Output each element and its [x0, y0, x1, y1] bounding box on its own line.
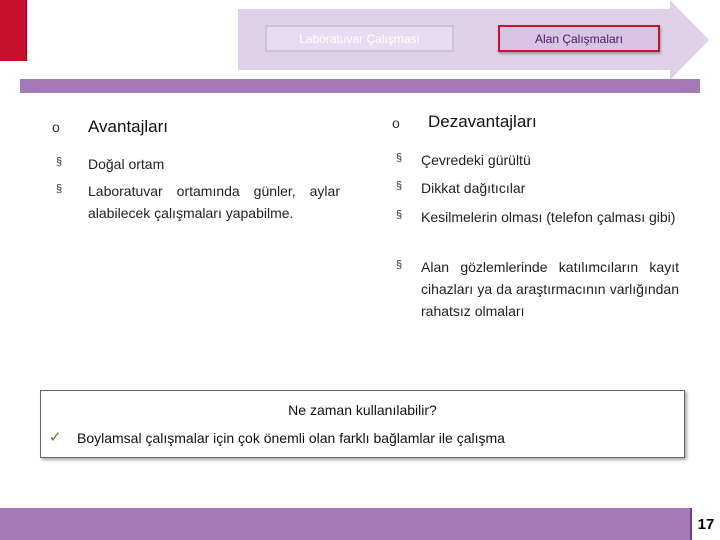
- usage-answer: Boylamsal çalışmalar için çok önemli olan farklı bağlamlar ile çalışma: [77, 430, 505, 446]
- disadvantage-item: Çevredeki gürültü: [421, 152, 531, 168]
- square-bullet-icon: §: [396, 180, 403, 192]
- disadvantage-item: Dikkat dağıtıcılar: [421, 180, 526, 196]
- square-bullet-icon: §: [56, 156, 63, 168]
- disadvantage-item: Kesilmelerin olması (telefon çalması gibi): [421, 209, 676, 225]
- checkbox-icon: o: [392, 115, 400, 131]
- usage-question: Ne zaman kullanılabilir?: [288, 402, 437, 418]
- square-bullet-icon: §: [396, 259, 403, 271]
- square-bullet-icon: §: [396, 209, 403, 221]
- disadvantages-title: Dezavantajları: [428, 112, 537, 131]
- red-accent-bar: [0, 0, 27, 61]
- checkmark-icon: ✓: [49, 429, 62, 446]
- tab-laboratuvar-calismasi[interactable]: Laboratuvar Çalışması: [265, 25, 454, 52]
- usage-box: [40, 390, 685, 458]
- advantage-item: Doğal ortam: [88, 156, 165, 172]
- disadvantage-item: Alan gözlemlerinde katılımcıların kayıt cihazları ya da araştırmacının varlığından rahatsız olmaları: [421, 259, 679, 319]
- square-bullet-icon: §: [396, 152, 403, 164]
- advantage-item: Laboratuvar ortamında günler, aylar alabilecek çalışmaları yapabilme.: [88, 183, 340, 221]
- page-number: 17: [690, 508, 720, 540]
- footer-bar: [0, 508, 690, 540]
- tab-alan-calismalari[interactable]: Alan Çalışmaları: [498, 25, 660, 52]
- header-band: [20, 79, 700, 93]
- advantages-title: Avantajları: [88, 117, 169, 136]
- checkbox-icon: o: [52, 119, 60, 135]
- square-bullet-icon: §: [56, 183, 63, 195]
